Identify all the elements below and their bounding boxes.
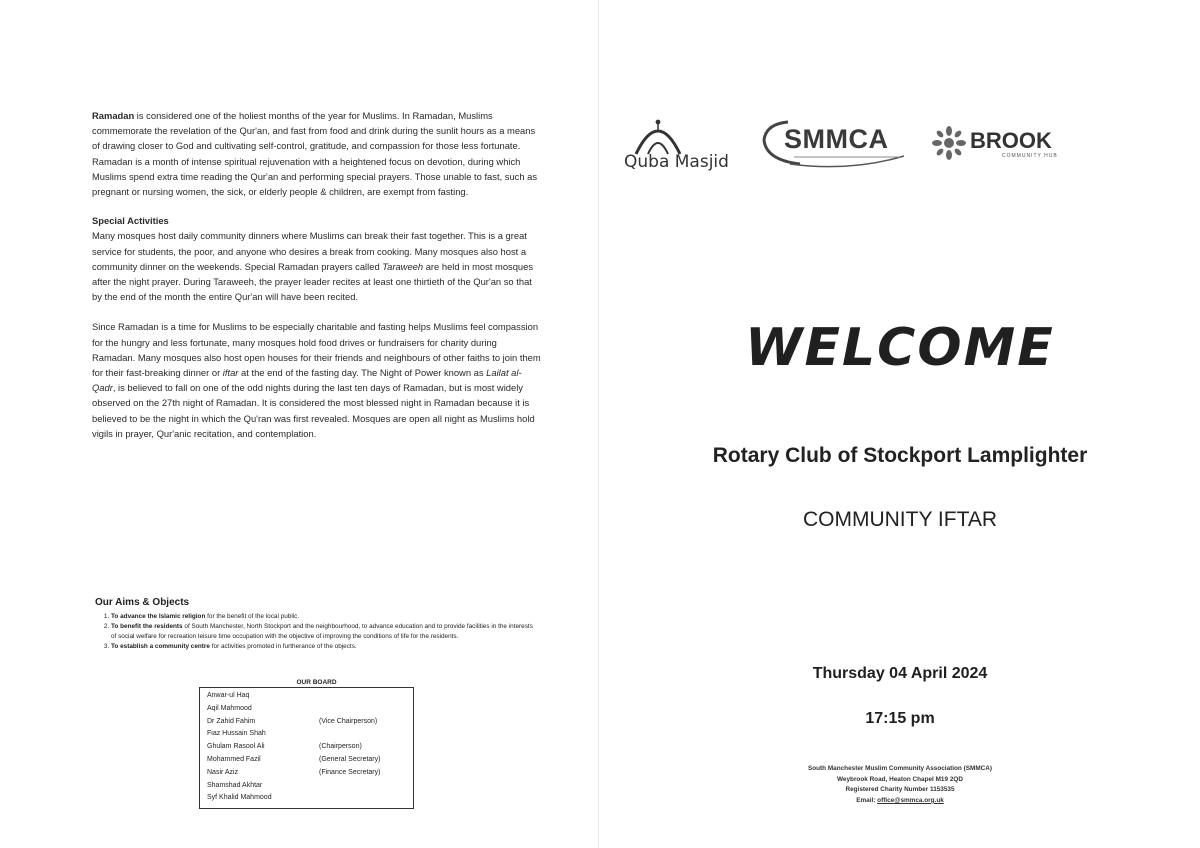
smmca-logo [760, 116, 910, 174]
aims-section [95, 597, 535, 652]
smmca-logo-text: SMMCA [784, 124, 889, 154]
board-member [207, 690, 407, 703]
member-name: Syf Khalid Mahmood [207, 794, 272, 802]
welcome-title: WELCOME [745, 318, 1055, 378]
footer-email-label: Email: [856, 796, 878, 804]
board-member [207, 767, 407, 780]
board-title: OUR BOARD [296, 679, 337, 686]
footer-email-line [600, 796, 1200, 807]
board-section [199, 679, 414, 809]
member-name: Dr Zahid Fahim [207, 717, 256, 725]
aim-text: for the benefit of the local public. [205, 613, 300, 620]
charity-text-1: Since Ramadan is a time for Muslims to be especially charitable and fasting helps Muslims feel compassion for the hungry and less fortunate, many mosques hold food drives or fundraisers for charity during Ramadan. Many mosques also host open houses for their friends and neighbours of other faiths to join them for their fast-breaking dinner or [92, 321, 541, 379]
ramadan-body: is considered one of the holiest months of the year for Muslims. In Ramadan, Muslims commemorate the revelation of the Qur'an, and fast from food and drink during the sunlit hours as a means of drawing closer to God and cultivating self-control, gratitude, and compassion for those less fortunate. Ramadan is a month of intense spiritual rejuvenation with a heightened focus on devotion, during which Muslims spend extra time reading the Qur'an and performing special prayers. Those unable to fast, such as pregnant or nursing women, the sick, or elderly people & children, are exempt from fasting. [92, 110, 538, 198]
iftar-term: iftar [222, 367, 239, 379]
board-member [207, 754, 407, 767]
member-name: Fiaz Hussain Shah [207, 730, 266, 738]
charity-text-3: , is believed to fall on one of the odd nights during the last ten days of Ramadan, but is most widely observed on the 27th night of Ramadan. It is considered the most blessed night in Ramadan because it is believed to be the night in which the Qu'ran was first revealed. Mosques are open all night as Muslims hold vigils in prayer, Qur'anic recitation, and contemplation. [92, 382, 535, 439]
board-member [207, 716, 407, 729]
aim-item [111, 612, 535, 622]
page-fold [598, 0, 599, 848]
footer-org: South Manchester Muslim Community Association (SMMCA) [807, 765, 993, 772]
member-name: Mohammed Fazil [207, 755, 261, 763]
aim-item [111, 622, 535, 642]
event-date: Thursday 04 April 2024 [812, 665, 988, 682]
board-member [207, 780, 407, 793]
board-member [207, 792, 407, 805]
member-role: (Finance Secretary) [319, 768, 381, 776]
member-name: Aqil Mahmood [207, 704, 252, 712]
ramadan-lead: Ramadan [92, 110, 135, 121]
left-page [92, 108, 542, 441]
brook-logo-text: BROOK [970, 128, 1052, 153]
event-title: COMMUNITY IFTAR [802, 508, 998, 531]
quba-logo-text: Quba Masjid [624, 152, 729, 172]
right-page [600, 0, 1200, 848]
member-role: (General Secretary) [319, 755, 381, 763]
aim-bold: To establish a community centre [111, 643, 210, 650]
brook-logo-subtext: COMMUNITY HUB [1002, 153, 1058, 159]
ramadan-paragraph [92, 108, 542, 199]
lailat-term: Lailat al-Qadr [92, 367, 522, 394]
special-activities-paragraph [92, 228, 542, 304]
logo-row [620, 112, 1180, 182]
special-text-1: Many mosques host daily community dinners where Muslims can break their fast together. This is a great service for students, the poor, and anyone who desires a break from cooking. Many mosques also host a community dinner on the weekends. Special Ramadan prayers called [92, 230, 527, 272]
member-role: (Vice Chairperson) [319, 717, 378, 725]
board-box [199, 687, 414, 809]
board-member [207, 728, 407, 741]
leaf-icon [932, 126, 966, 162]
member-role: (Chairperson) [319, 743, 362, 751]
event-time: 17:15 pm [865, 710, 935, 727]
member-name: Anwar-ul Haq [207, 692, 250, 699]
charity-text-2: at the end of the fasting day. The Night of Power known as [238, 367, 487, 379]
aims-list [95, 612, 535, 652]
footer-email-link[interactable]: office@smmca.org.uk [877, 796, 944, 804]
aim-item [111, 642, 535, 652]
footer-address: Weybrook Road, Heaton Chapel M19 2QD [837, 775, 963, 783]
aims-title: Our Aims & Objects [95, 597, 190, 608]
host-name: Rotary Club of Stockport Lamplighter [712, 444, 1088, 467]
aim-bold: To benefit the residents [111, 623, 183, 630]
aim-text: of South Manchester, North Stockport and the neighbourhood, to advance education and to provide facilities in the interests of social welfare for recreation leisure time occupation with the objective of improving the conditions of life for the residents. [111, 623, 533, 640]
member-name: Shamshad Akhtar [207, 781, 263, 789]
board-member [207, 741, 407, 754]
aim-bold: To advance the Islamic religion [111, 613, 206, 620]
charity-paragraph [92, 319, 542, 441]
special-text-2: are held in most mosques after the night prayer. During Taraweeh, the prayer leader recites at least one thirtieth of the Qur'an so that by the end of the month the entire Qur'an will have been recited. [92, 260, 534, 303]
member-name: Nasir Aziz [207, 768, 239, 776]
board-member [207, 703, 407, 716]
footer-charity: Registered Charity Number 1153535 [845, 786, 955, 794]
aim-text: for activities promoted in furtherance of the objects. [209, 643, 357, 650]
special-activities-heading: Special Activities [92, 215, 169, 227]
organisation-footer [600, 764, 1200, 806]
taraweeh-term: Taraweeh [382, 260, 424, 272]
member-name: Ghulam Rasool Ali [207, 743, 265, 751]
brook-logo [930, 122, 1070, 172]
quba-masjid-logo [624, 114, 754, 176]
